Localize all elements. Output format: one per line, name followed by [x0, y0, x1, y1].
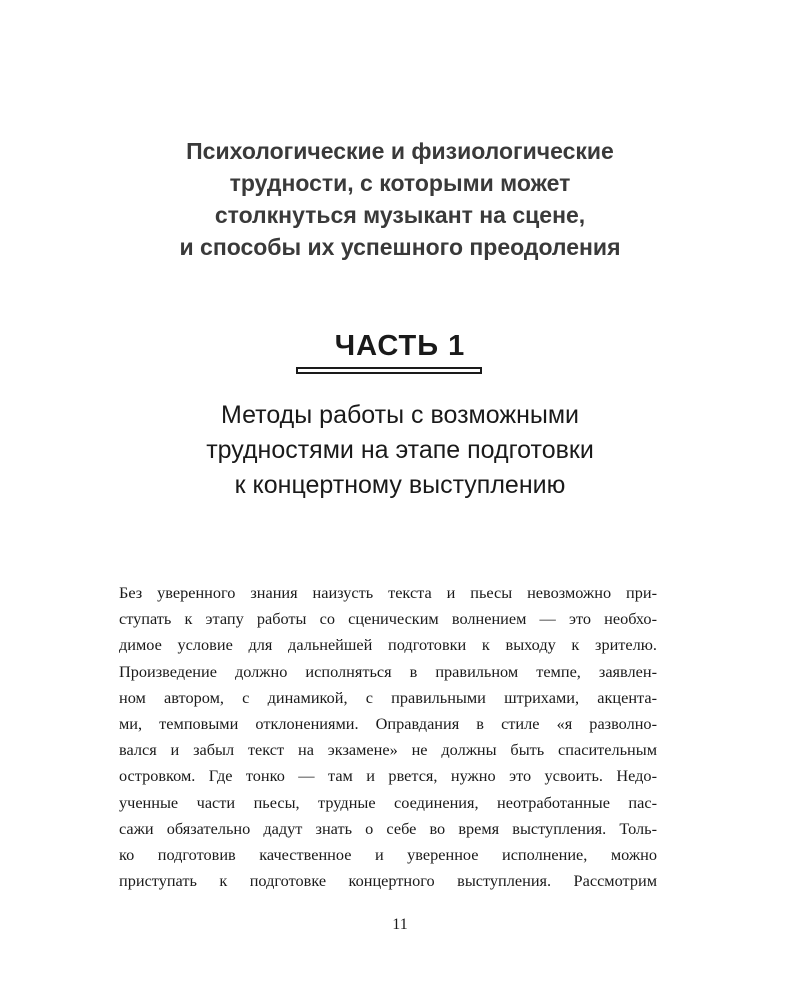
body-line: сажи обязательно дадут знать о себе во время выступления. Толь-	[119, 818, 657, 838]
part-title	[100, 398, 700, 503]
body-line: Произведение должно исполняться в правильном темпе, заявлен-	[119, 661, 657, 681]
body-line: ном автором, с динамикой, с правильными штрихами, акцента-	[119, 687, 657, 707]
body-line: ми, темповыми отклонениями. Оправдания в стиле «я разволно-	[119, 713, 657, 733]
subtitle-line: и способы их успешного преодоления	[179, 234, 621, 260]
body-line: приступать к подготовке концертного выступления. Рассмотрим	[119, 871, 657, 891]
subtitle-line: Психологические и физиологические	[186, 138, 614, 164]
part-title-line: Методы работы с возможными	[220, 401, 580, 429]
part-underline-rule	[296, 367, 482, 374]
body-line: димое условие для дальнейшей подготовки к выходу к зрителю.	[119, 635, 657, 655]
body-line: островком. Где тонко — там и рвется, нужно это усвоить. Недо-	[119, 766, 657, 786]
subtitle-line: трудности, с которыми может	[229, 170, 571, 196]
book-subtitle	[100, 135, 700, 263]
body-line: ученные части пьесы, трудные соединения, неотработанные пас-	[119, 792, 657, 812]
body-line: ступать к этапу работы со сценическим волнением — это необхо-	[119, 609, 657, 629]
part-label: ЧАСТЬ 1	[334, 330, 466, 362]
part-title-line: к концертному выступлению	[234, 471, 566, 499]
body-line: вался и забыл текст на экзамене» не должны быть спасительным	[119, 740, 657, 760]
part-title-line: трудностями на этапе подготовки	[206, 436, 594, 464]
page-number: 11	[392, 916, 408, 933]
subtitle-line: столкнуться музыкант на сцене,	[214, 202, 586, 228]
body-paragraph	[119, 580, 657, 894]
body-line: Без уверенного знания наизусть текста и пьесы невозможно при-	[119, 583, 657, 602]
body-line: ко подготовив качественное и уверенное исполнение, можно	[119, 844, 657, 864]
